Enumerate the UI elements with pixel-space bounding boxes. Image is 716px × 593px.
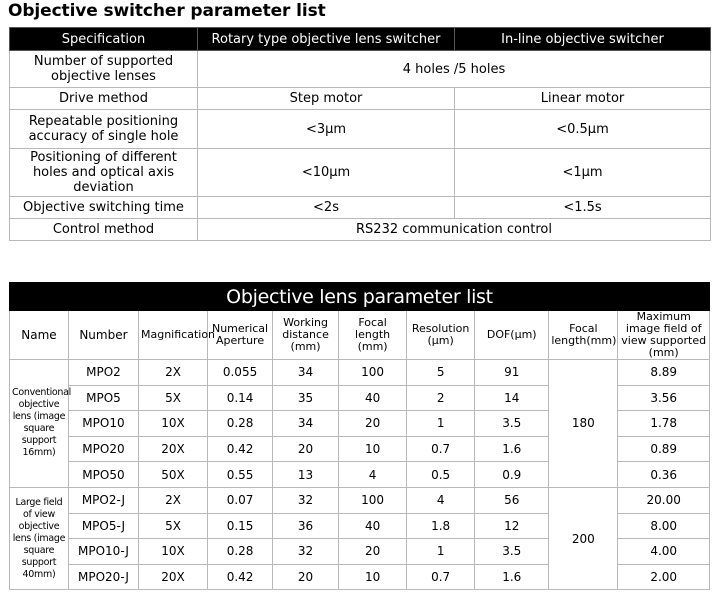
resolution-cell: 0.5 — [407, 462, 475, 488]
field-of-view-cell: 3.56 — [618, 385, 710, 411]
dof-cell: 3.5 — [475, 539, 549, 565]
header-specification: Specification — [10, 28, 198, 51]
focal-length-cell: 40 — [339, 385, 407, 411]
focal-length-cell: 20 — [339, 411, 407, 437]
dof-cell: 3.5 — [475, 411, 549, 437]
focal-length-cell: 20 — [339, 539, 407, 565]
resolution-cell: 5 — [407, 360, 475, 386]
resolution-cell: 1 — [407, 411, 475, 437]
focal-length-cell: 10 — [339, 436, 407, 462]
magnification-cell: 2X — [138, 487, 207, 513]
number-cell: MPO5-J — [68, 513, 138, 539]
rotary-value-cell: <10μm — [198, 149, 455, 197]
aperture-cell: 0.055 — [208, 360, 273, 386]
rotary-value-cell: Step motor — [198, 88, 455, 110]
header-max-field-of-view: Maximum image field of view supported (mm) — [618, 311, 710, 360]
table-row — [10, 110, 711, 149]
rotary-value-cell: <2s — [198, 197, 455, 219]
table-row — [10, 149, 711, 197]
spec-cell: Control method — [10, 219, 198, 241]
working-distance-cell: 36 — [273, 513, 339, 539]
tube-focal-cell: 200 — [549, 487, 618, 589]
working-distance-cell: 20 — [273, 564, 339, 590]
field-of-view-cell: 4.00 — [618, 539, 710, 565]
field-of-view-cell: 2.00 — [618, 564, 710, 590]
switcher-table-title: Objective switcher parameter list — [8, 1, 326, 21]
header-rotary: Rotary type objective lens switcher — [198, 28, 455, 51]
header-dof: DOF(μm) — [475, 311, 549, 360]
table-row — [10, 360, 710, 386]
table-header-row — [10, 311, 710, 360]
number-cell: MPO2-J — [68, 487, 138, 513]
field-of-view-cell: 20.00 — [618, 487, 710, 513]
field-of-view-cell: 8.00 — [618, 513, 710, 539]
header-focal-length: Focal length (mm) — [339, 311, 407, 360]
focal-length-cell: 10 — [339, 564, 407, 590]
number-cell: MPO10-J — [68, 539, 138, 565]
lens-table-title: Objective lens parameter list — [10, 283, 710, 311]
objective-lens-parameter-table — [9, 282, 710, 590]
aperture-cell: 0.07 — [208, 487, 273, 513]
dof-cell: 12 — [475, 513, 549, 539]
resolution-cell: 2 — [407, 385, 475, 411]
field-of-view-cell: 0.89 — [618, 436, 710, 462]
number-cell: MPO10 — [68, 411, 138, 437]
working-distance-cell: 34 — [273, 360, 339, 386]
focal-length-cell: 40 — [339, 513, 407, 539]
resolution-cell: 1.8 — [407, 513, 475, 539]
dof-cell: 56 — [475, 487, 549, 513]
magnification-cell: 20X — [138, 436, 207, 462]
working-distance-cell: 32 — [273, 539, 339, 565]
header-magnification: Magnification — [138, 311, 207, 360]
working-distance-cell: 20 — [273, 436, 339, 462]
header-numerical-aperture: Numerical Aperture — [208, 311, 273, 360]
field-of-view-cell: 0.36 — [618, 462, 710, 488]
inline-value-cell: Linear motor — [455, 88, 711, 110]
resolution-cell: 0.7 — [407, 436, 475, 462]
spec-cell: Drive method — [10, 88, 198, 110]
number-cell: MPO20-J — [68, 564, 138, 590]
working-distance-cell: 13 — [273, 462, 339, 488]
group-name-cell: Large field of view objective lens (image square support 40mm) — [10, 487, 69, 589]
field-of-view-cell: 8.89 — [618, 360, 710, 386]
aperture-cell: 0.15 — [208, 513, 273, 539]
header-name: Name — [10, 311, 69, 360]
resolution-cell: 1 — [407, 539, 475, 565]
dof-cell: 1.6 — [475, 436, 549, 462]
dof-cell: 91 — [475, 360, 549, 386]
magnification-cell: 20X — [138, 564, 207, 590]
merged-value-cell: RS232 communication control — [198, 219, 711, 241]
magnification-cell: 5X — [138, 513, 207, 539]
merged-value-cell: 4 holes /5 holes — [198, 51, 711, 88]
number-cell: MPO2 — [68, 360, 138, 386]
field-of-view-cell: 1.78 — [618, 411, 710, 437]
working-distance-cell: 34 — [273, 411, 339, 437]
spec-cell: Positioning of different holes and optical axis deviation — [10, 149, 198, 197]
focal-length-cell: 4 — [339, 462, 407, 488]
focal-length-cell: 100 — [339, 360, 407, 386]
aperture-cell: 0.55 — [208, 462, 273, 488]
table-row — [10, 219, 711, 241]
magnification-cell: 2X — [138, 360, 207, 386]
spec-cell: Repeatable positioning accuracy of single hole — [10, 110, 198, 149]
spec-cell: Objective switching time — [10, 197, 198, 219]
aperture-cell: 0.42 — [208, 436, 273, 462]
rotary-value-cell: <3μm — [198, 110, 455, 149]
resolution-cell: 4 — [407, 487, 475, 513]
header-working-distance: Working distance (mm) — [273, 311, 339, 360]
focal-length-cell: 100 — [339, 487, 407, 513]
inline-value-cell: <1μm — [455, 149, 711, 197]
table-header-row — [10, 28, 711, 51]
magnification-cell: 50X — [138, 462, 207, 488]
header-number: Number — [68, 311, 138, 360]
aperture-cell: 0.28 — [208, 539, 273, 565]
group-name-cell: Conventional objective lens (image square support 16mm) — [10, 360, 69, 488]
resolution-cell: 0.7 — [407, 564, 475, 590]
dof-cell: 1.6 — [475, 564, 549, 590]
header-inline: In-line objective switcher — [455, 28, 711, 51]
table-row — [10, 487, 710, 513]
working-distance-cell: 35 — [273, 385, 339, 411]
switcher-parameter-table — [9, 27, 711, 241]
header-tube-focal-length: Focal length(mm) — [549, 311, 618, 360]
tube-focal-cell: 180 — [549, 360, 618, 488]
table-row — [10, 51, 711, 88]
number-cell: MPO20 — [68, 436, 138, 462]
table-row — [10, 197, 711, 219]
magnification-cell: 5X — [138, 385, 207, 411]
spec-cell: Number of supported objective lenses — [10, 51, 198, 88]
inline-value-cell: <0.5μm — [455, 110, 711, 149]
aperture-cell: 0.28 — [208, 411, 273, 437]
aperture-cell: 0.14 — [208, 385, 273, 411]
magnification-cell: 10X — [138, 539, 207, 565]
dof-cell: 14 — [475, 385, 549, 411]
number-cell: MPO5 — [68, 385, 138, 411]
header-resolution: Resolution (μm) — [407, 311, 475, 360]
magnification-cell: 10X — [138, 411, 207, 437]
inline-value-cell: <1.5s — [455, 197, 711, 219]
number-cell: MPO50 — [68, 462, 138, 488]
dof-cell: 0.9 — [475, 462, 549, 488]
table-row — [10, 88, 711, 110]
working-distance-cell: 32 — [273, 487, 339, 513]
aperture-cell: 0.42 — [208, 564, 273, 590]
